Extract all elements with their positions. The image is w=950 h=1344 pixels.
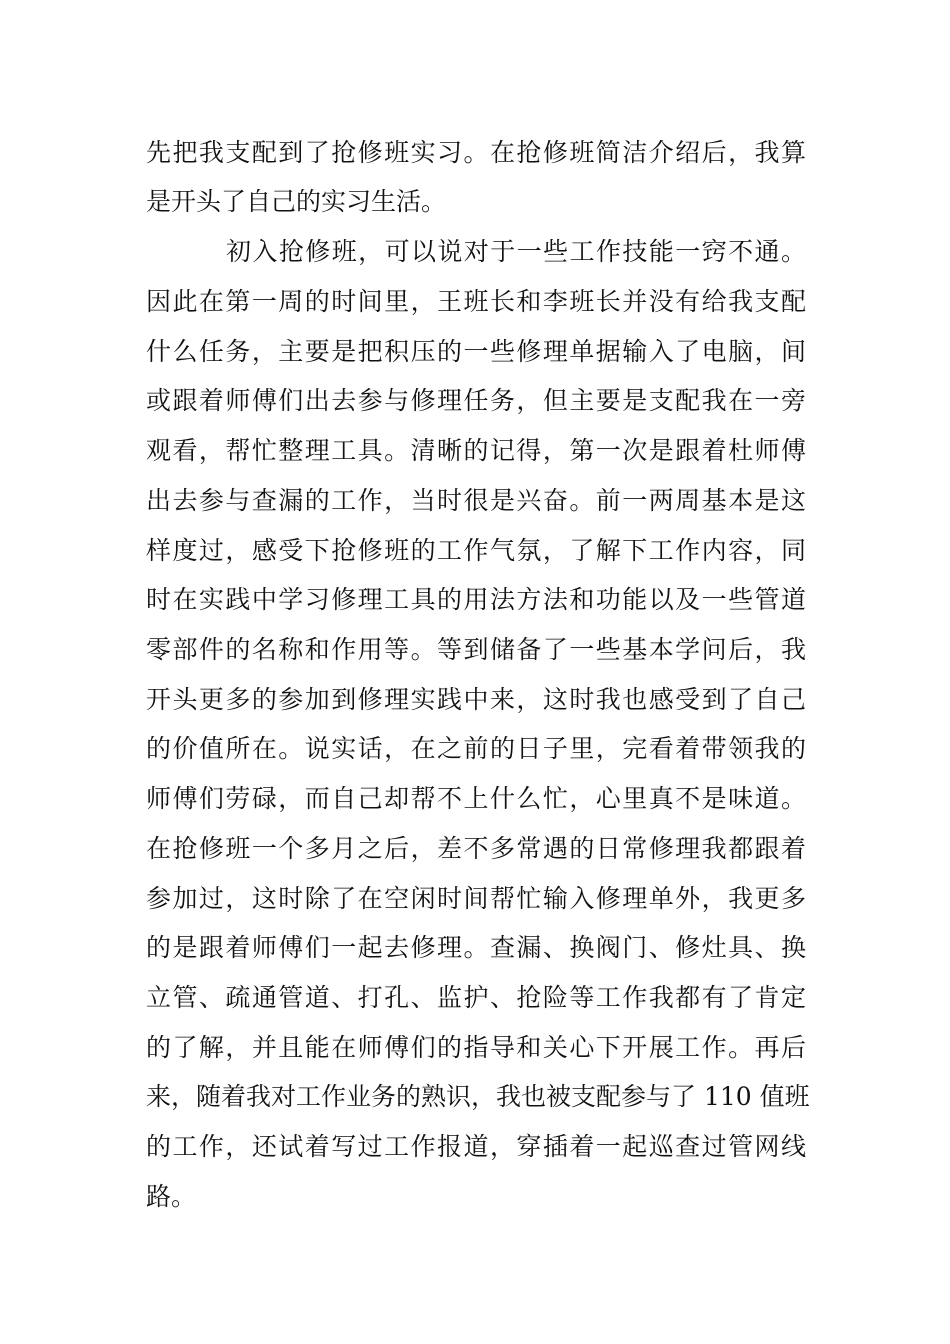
text-line: 因此在第一周的时间里，王班长和李班长并没有给我支配 (146, 287, 806, 316)
text-line: 出去参与查漏的工作，当时很是兴奋。前一两周基本是这 (146, 486, 806, 515)
paragraph-first-line: 初入抢修班，可以说对于一些工作技能一窍不通。 (226, 237, 806, 266)
text-line: 的了解，并且能在师傅们的指导和关心下开展工作。再后 (146, 1033, 806, 1062)
text-line: 参加过，这时除了在空闲时间帮忙输入修理单外，我更多 (146, 884, 806, 913)
text-line: 立管、疏通管道、打孔、监护、抢险等工作我都有了肯定 (146, 983, 806, 1012)
text-line: 来，随着我对工作业务的熟识，我也被支配参与了 110 值班 (146, 1082, 810, 1111)
text-line: 的是跟着师傅们一起去修理。查漏、换阀门、修灶具、换 (146, 933, 806, 962)
text-line: 师傅们劳碌，而自己却帮不上什么忙，心里真不是味道。 (146, 784, 806, 813)
text-line: 时在实践中学习修理工具的用法方法和功能以及一些管道 (146, 585, 806, 614)
text-line: 路。 (146, 1182, 197, 1211)
text-line: 的工作，还试着写过工作报道，穿插着一起巡查过管网线 (146, 1132, 806, 1161)
text-line: 的价值所在。说实话，在之前的日子里，完看着带领我的 (146, 734, 806, 763)
text-line: 是开头了自己的实习生活。 (146, 187, 447, 216)
text-line: 或跟着师傅们出去参与修理任务，但主要是支配我在一旁 (146, 386, 806, 415)
text-line: 零部件的名称和作用等。等到储备了一些基本学问后，我 (146, 635, 806, 664)
text-line: 什么任务，主要是把积压的一些修理单据输入了电脑，间 (146, 337, 806, 366)
text-line: 在抢修班一个多月之后，差不多常遇的日常修理我都跟着 (146, 834, 806, 863)
text-line: 样度过，感受下抢修班的工作气氛，了解下工作内容，同 (146, 536, 806, 565)
text-line: 开头更多的参加到修理实践中来，这时我也感受到了自己 (146, 685, 806, 714)
text-line: 先把我支配到了抢修班实习。在抢修班简洁介绍后，我算 (146, 138, 806, 167)
text-line: 观看，帮忙整理工具。清晰的记得，第一次是跟着杜师傅 (146, 436, 806, 465)
